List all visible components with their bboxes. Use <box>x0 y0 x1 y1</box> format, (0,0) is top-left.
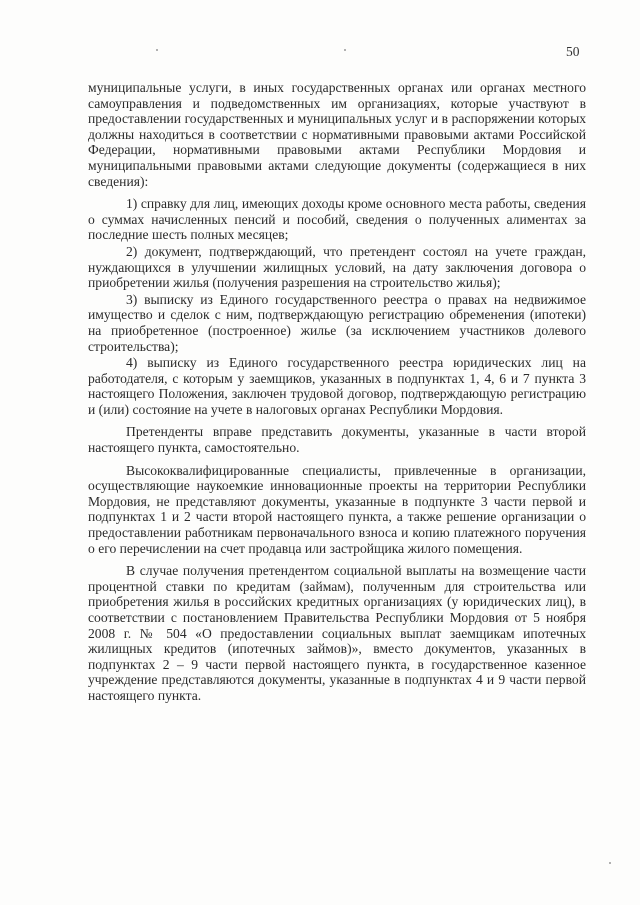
page-number: 50 <box>566 44 580 59</box>
scan-speck <box>156 49 158 51</box>
document-body <box>88 80 586 705</box>
paragraph: Претенденты вправе представить документы, указанные в части второй настоящего пункта, самостоятельно. <box>88 424 586 456</box>
paragraph-item-1: 1) справку для лиц, имеющих доходы кроме основного места работы, сведения о суммах начисленных пенсий и пособий, сведения о полученных алиментах за последние шесть полных месяцев; <box>88 196 586 243</box>
paragraph: Высококвалифицированные специалисты, привлеченные в организации, осуществляющие наукоемкие инновационные проекты на территории Республики Мордовия, не представляют документы, указанные в подпункте 3 части первой и подпунктах 1 и 2 части второй настоящего пункта, а также решение организации о предоставлении работникам первоначального взноса и копию платежного поручения о его перечислении на счет продавца или застройщика жилого помещения. <box>88 462 586 556</box>
paragraph: муниципальные услуги, в иных государственных органах или органах местного самоуправления и подведомственных им организациях, которые участвуют в предоставлении государственных и муниципальных услуг и в распоряжении которых должны находиться в соответствии с нормативными правовыми актами Российской Федерации, нормативными правовыми актами Республики Мордовия и муниципальными правовыми актами следующие документы (содержащиеся в них сведения): <box>88 80 586 189</box>
paragraph-item-4: 4) выписку из Единого государственного реестра юридических лиц на работодателя, с которым у заемщиков, указанных в подпунктах 1, 4, 6 и 7 пункта 3 настоящего Положения, заключен трудовой договор, подтверждающую регистрацию и (или) состояние на учете в налоговых органах Республики Мордовия. <box>88 355 586 417</box>
paragraph-item-3: 3) выписку из Единого государственного реестра о правах на недвижимое имущество и сделок с ним, подтверждающую регистрацию обременения (ипотеки) на приобретенное (построенное) жилье (за исключением участников долевого строительства); <box>88 291 586 354</box>
paragraph-item-2: 2) документ, подтверждающий, что претендент состоял на учете граждан, нуждающихся в улучшении жилищных условий, на дату заключения договора о приобретении жилья (получения разрешения на строительство жилья); <box>88 243 586 291</box>
scan-speck <box>609 862 611 864</box>
paragraph: В случае получения претендентом социальной выплаты на возмещение части процентной ставки по кредитам (займам), полученным для строительства или приобретения жилья в российских кредитных организациях (у юридических лиц), в соответствии с постановлением Правительства Республики Мордовия от 5 ноября 2008 г. № 504 «О предоставлении социальных выплат заемщикам ипотечных жилищных кредитов (ипотечных займов)», вместо документов, указанных в подпунктах 2 – 9 части первой настоящего пункта, в государственное казенное учреждение представляются документы, указанные в подпунктах 4 и 9 части первой настоящего пункта. <box>88 563 586 703</box>
scan-speck <box>344 49 346 51</box>
